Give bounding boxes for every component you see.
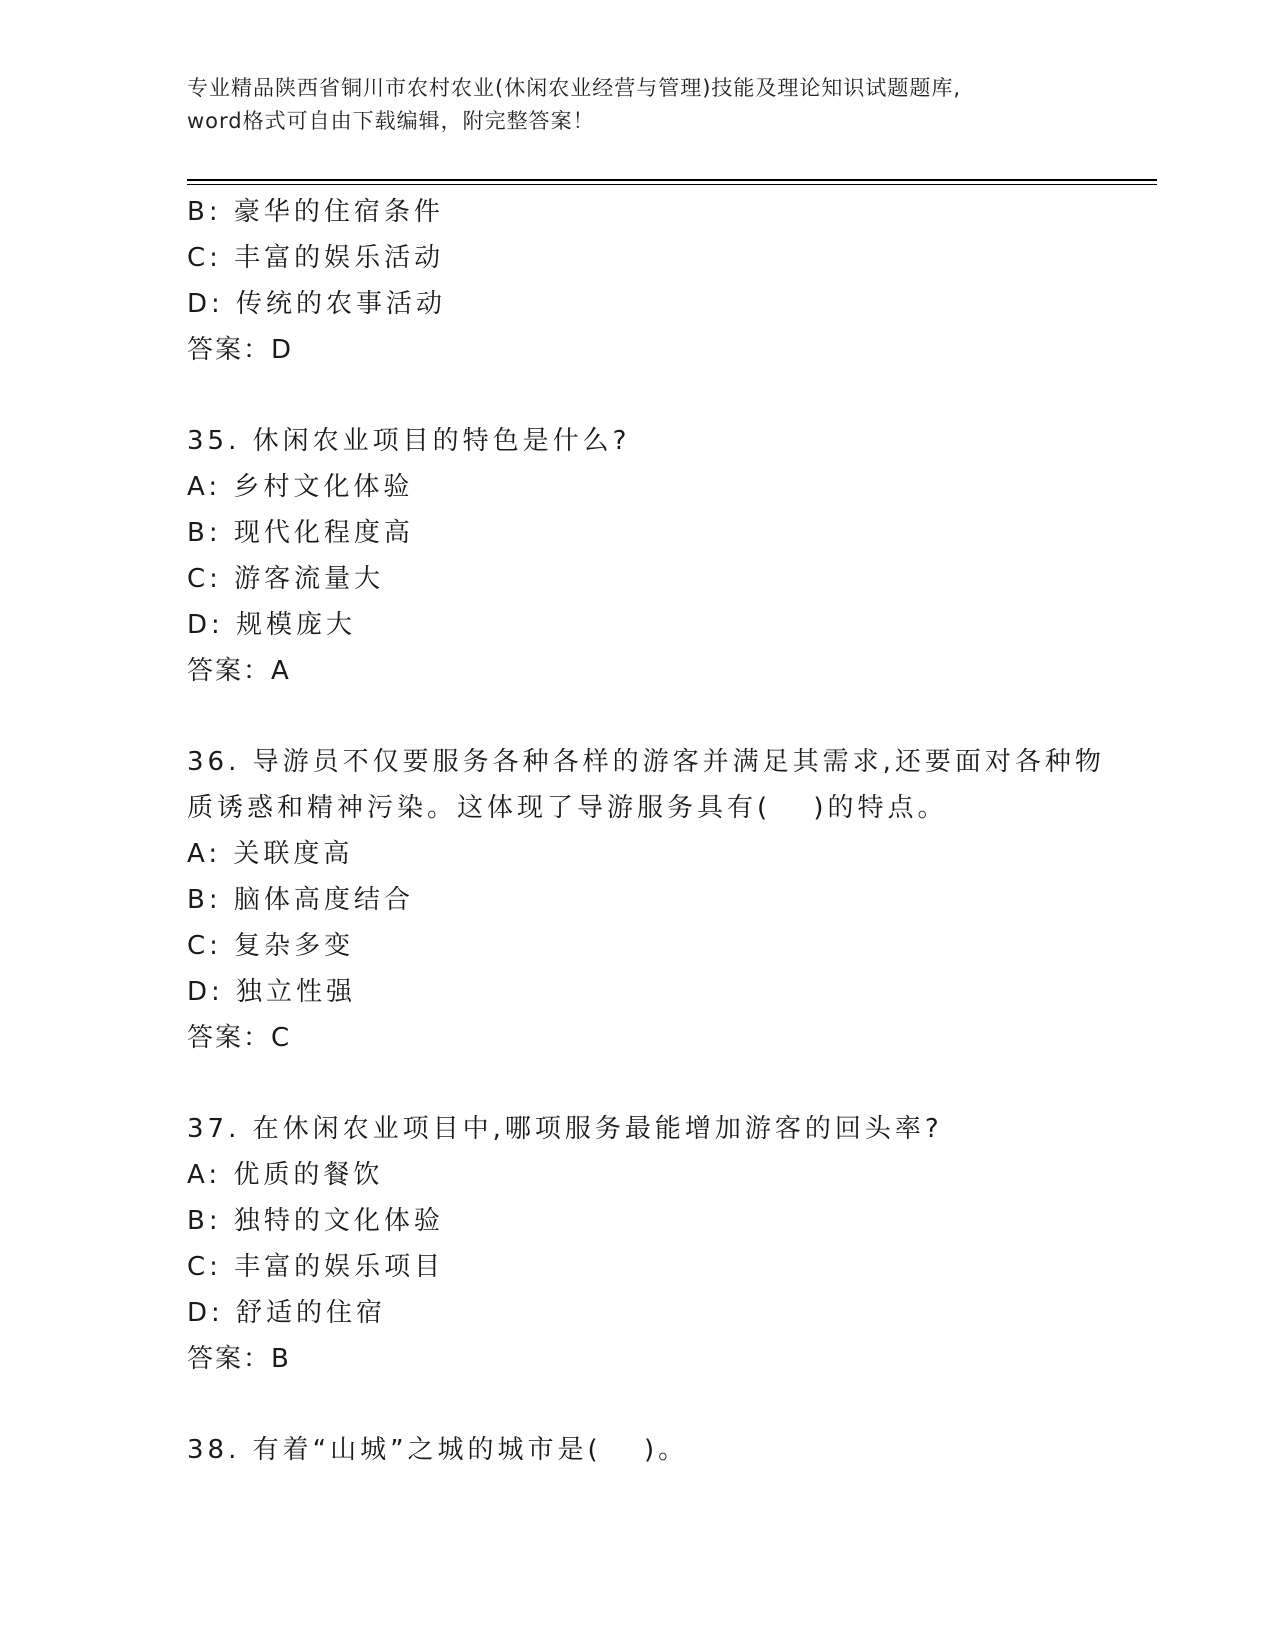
spacer xyxy=(187,1061,1087,1106)
document-header xyxy=(187,72,1087,138)
answer-text: 答案：A xyxy=(187,656,291,686)
spacer xyxy=(187,373,1087,418)
option-c: C: 丰富的娱乐项目 xyxy=(187,1252,445,1282)
spacer xyxy=(187,1382,1087,1427)
option-a: A: 乡村文化体验 xyxy=(187,472,414,502)
option-a: A: 优质的餐饮 xyxy=(187,1160,384,1190)
option-b: B: 脑体高度结合 xyxy=(187,885,414,915)
option-d: D: 规模庞大 xyxy=(187,610,357,640)
question-text: 36. 导游员不仅要服务各种各样的游客并满足其需求,还要面对各种物 xyxy=(187,747,1105,777)
answer-text: 答案：B xyxy=(187,1344,291,1374)
spacer xyxy=(187,694,1087,739)
option-c: C: 游客流量大 xyxy=(187,564,385,594)
option-b: B: 豪华的住宿条件 xyxy=(187,197,444,227)
option-b: B: 现代化程度高 xyxy=(187,518,414,548)
option-c: C: 复杂多变 xyxy=(187,931,355,961)
option-d: D: 舒适的住宿 xyxy=(187,1298,387,1328)
option-a: A: 关联度高 xyxy=(187,839,354,869)
question-text: 37. 在休闲农业项目中,哪项服务最能增加游客的回头率? xyxy=(187,1114,943,1144)
header-rule-thin xyxy=(187,184,1157,185)
question-block xyxy=(187,189,1087,373)
option-c: C: 丰富的娱乐活动 xyxy=(187,243,445,273)
question-text: 35. 休闲农业项目的特色是什么? xyxy=(187,426,631,456)
question-block xyxy=(187,1427,1087,1473)
question-text-continued: 质诱惑和精神污染。这体现了导游服务具有( )的特点。 xyxy=(187,793,948,823)
header-rule-thick xyxy=(187,179,1157,181)
question-list xyxy=(187,189,1105,1473)
question-block xyxy=(187,1106,1087,1382)
question-block xyxy=(187,418,1087,694)
question-text: 38. 有着“山城”之城的城市是( )。 xyxy=(187,1435,689,1465)
option-d: D: 独立性强 xyxy=(187,977,357,1007)
answer-text: 答案：D xyxy=(187,335,294,365)
answer-text: 答案：C xyxy=(187,1023,292,1053)
option-d: D: 传统的农事活动 xyxy=(187,289,447,319)
header-line-2: word格式可自由下载编辑，附完整答案！ xyxy=(187,109,595,133)
option-b: B: 独特的文化体验 xyxy=(187,1206,444,1236)
header-line-1: 专业精品陕西省铜川市农村农业(休闲农业经营与管理)技能及理论知识试题题库, xyxy=(187,76,962,100)
question-block xyxy=(187,739,1105,1061)
